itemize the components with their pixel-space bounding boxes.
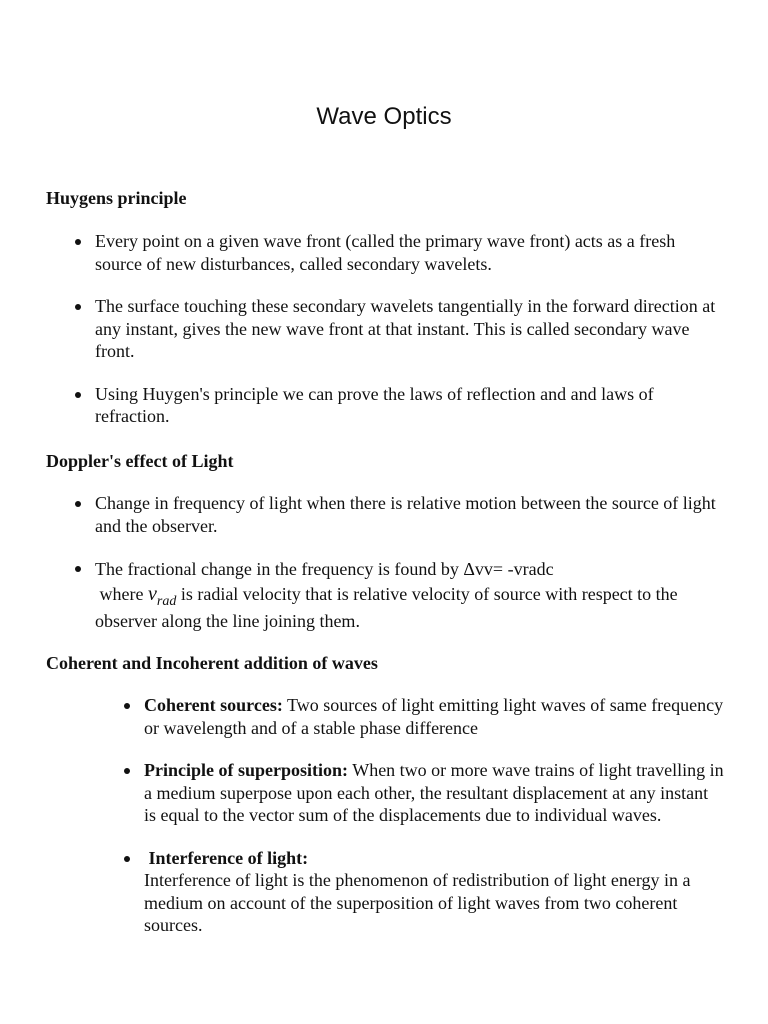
where-word: where	[99, 584, 144, 604]
section-heading-huygens: Huygens principle	[46, 188, 187, 208]
bullet-icon	[124, 856, 130, 862]
list-item-text: The surface touching these secondary wavelets tangentially in the forward direction at any instant, gives the new wave front at that instant. This is called secondary wave front.	[95, 296, 716, 361]
bullet-icon	[124, 703, 130, 709]
list-item	[144, 694, 724, 739]
list-item	[95, 295, 720, 363]
bullet-icon	[75, 239, 81, 245]
term-definition: Two sources of light emitting light waves of same frequency or wavelength and of a stable phase difference	[144, 695, 724, 738]
coherent-list	[144, 694, 724, 937]
list-item	[144, 759, 724, 827]
radial-velocity-text: is radial velocity that is relative velocity of source with respect to the observer along the line joining them.	[95, 584, 678, 631]
math-variable: v	[147, 583, 157, 605]
list-item	[95, 383, 720, 428]
term-label: Principle of superposition:	[144, 760, 349, 780]
list-item	[144, 847, 724, 937]
list-item-text: Change in frequency of light when there is relative motion between the source of light and the observer.	[95, 493, 716, 536]
list-item	[95, 557, 720, 634]
term-definition: Interference of light is the phenomenon of redistribution of light energy in a medium on account of the superposition of light waves from two coherent sources.	[144, 870, 691, 935]
bullet-icon	[75, 501, 81, 507]
section-heading-coherent: Coherent and Incoherent addition of waves	[46, 653, 378, 673]
fractional-change-line: The fractional change in the frequency is found by Δvv= -vradc	[95, 559, 554, 579]
bullet-icon	[75, 304, 81, 310]
list-item-text: Every point on a given wave front (called the primary wave front) acts as a fresh source of new disturbances, called secondary wavelets.	[95, 231, 676, 274]
list-item	[95, 492, 720, 537]
bullet-icon	[75, 392, 81, 398]
list-item	[95, 230, 720, 275]
term-label: Interference of light:	[148, 847, 309, 868]
bullet-icon	[75, 566, 81, 572]
term-label: Coherent sources:	[144, 695, 283, 715]
bullet-icon	[124, 768, 130, 774]
section-heading-doppler: Doppler's effect of Light	[46, 451, 234, 471]
huygens-list	[95, 230, 720, 428]
page-title: Wave Optics	[316, 103, 452, 130]
list-item-text: Using Huygen's principle we can prove the laws of reflection and and laws of refraction.	[95, 383, 654, 426]
doppler-list	[95, 492, 720, 634]
math-subscript: rad	[156, 594, 177, 609]
term-definition: When two or more wave trains of light travelling in a medium superpose upon each other, the resultant displacement at any instant is equal to the vector sum of the displacements due to individual waves.	[144, 760, 724, 825]
